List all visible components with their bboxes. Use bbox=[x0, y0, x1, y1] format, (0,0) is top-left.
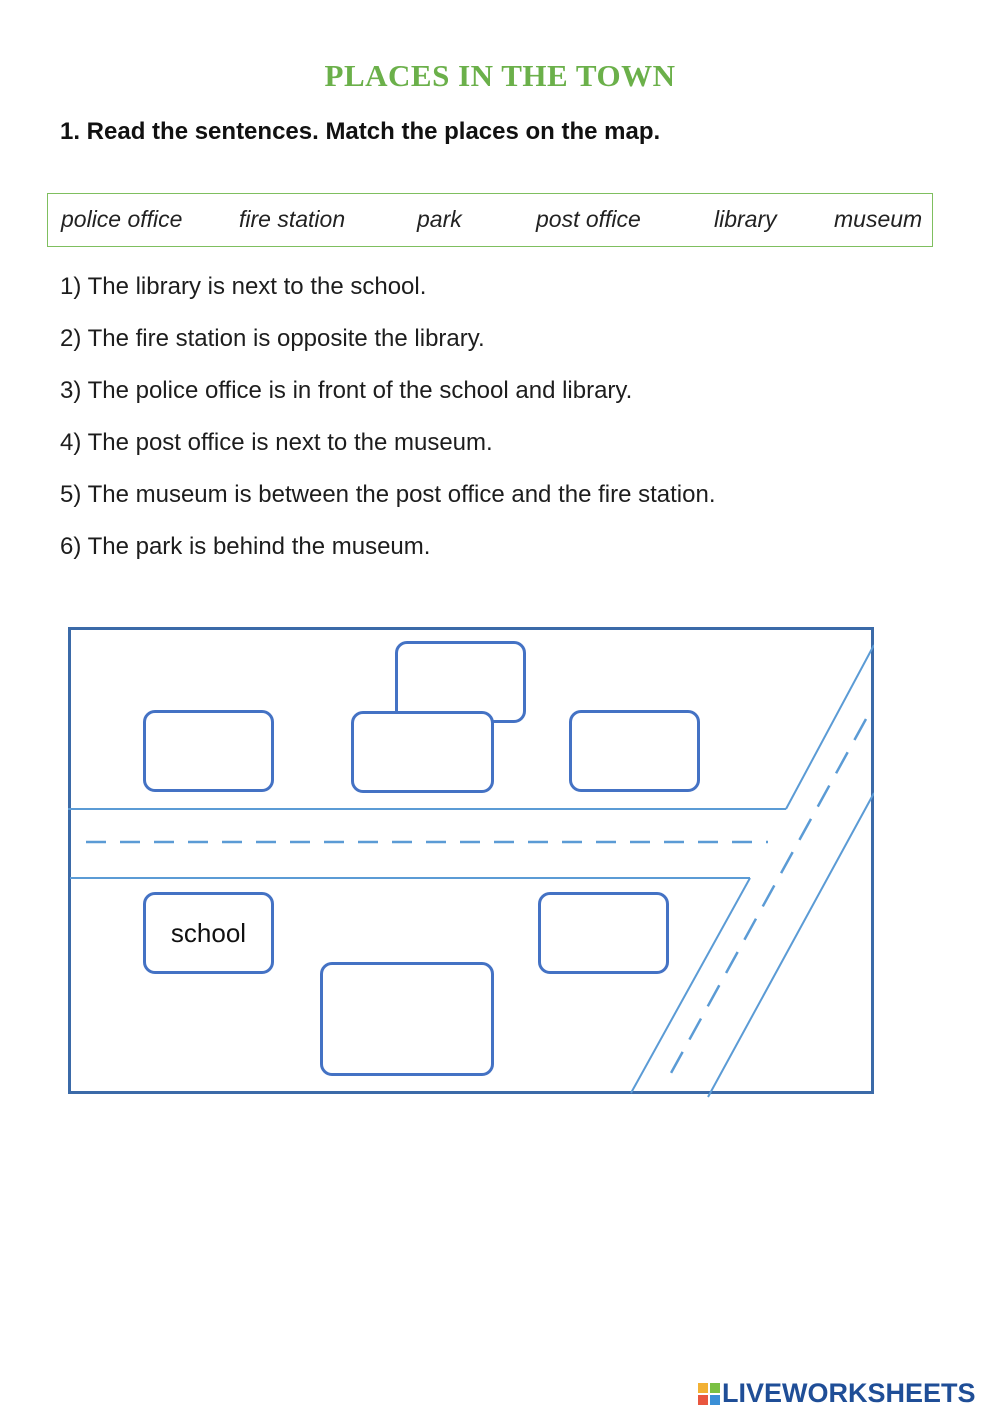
answer-box-bottom-right[interactable] bbox=[538, 892, 669, 974]
sentence-1: 1) The library is next to the school. bbox=[60, 273, 427, 300]
liveworksheets-logo bbox=[698, 1378, 976, 1409]
sentence-5: 5) The museum is between the post office and the fire station. bbox=[60, 481, 716, 508]
word-bank bbox=[47, 193, 933, 247]
word-bank-item: library bbox=[714, 206, 777, 232]
word-bank-item: fire station bbox=[239, 206, 346, 232]
sentence-3: 3) The police office is in front of the school and library. bbox=[60, 377, 633, 404]
word-bank-item: park bbox=[417, 206, 462, 232]
town-map bbox=[68, 627, 874, 1094]
school-box bbox=[143, 892, 274, 974]
page-title: PLACES IN THE TOWN bbox=[324, 58, 676, 93]
answer-box-top-left[interactable] bbox=[143, 710, 274, 792]
answer-box-top-right[interactable] bbox=[569, 710, 700, 792]
diagonal-road-dashes bbox=[671, 719, 866, 1073]
diagonal-road-edge-right bbox=[708, 793, 874, 1097]
sentence-6: 6) The park is behind the museum. bbox=[60, 533, 431, 560]
sentence-2: 2) The fire station is opposite the library. bbox=[60, 325, 485, 352]
word-bank-item: post office bbox=[536, 206, 641, 232]
school-label: school bbox=[170, 917, 247, 948]
word-bank-item: museum bbox=[834, 206, 923, 232]
logo-icon bbox=[698, 1383, 720, 1405]
exercise-instruction: 1. Read the sentences. Match the places on the map. bbox=[60, 118, 661, 145]
word-bank-item: police office bbox=[61, 206, 183, 232]
answer-box-top-middle-front[interactable] bbox=[351, 711, 494, 793]
logo-text: LIVEWORKSHEETS bbox=[722, 1378, 976, 1408]
answer-box-bottom-middle[interactable] bbox=[320, 962, 494, 1076]
sentence-4: 4) The post office is next to the museum. bbox=[60, 429, 493, 456]
